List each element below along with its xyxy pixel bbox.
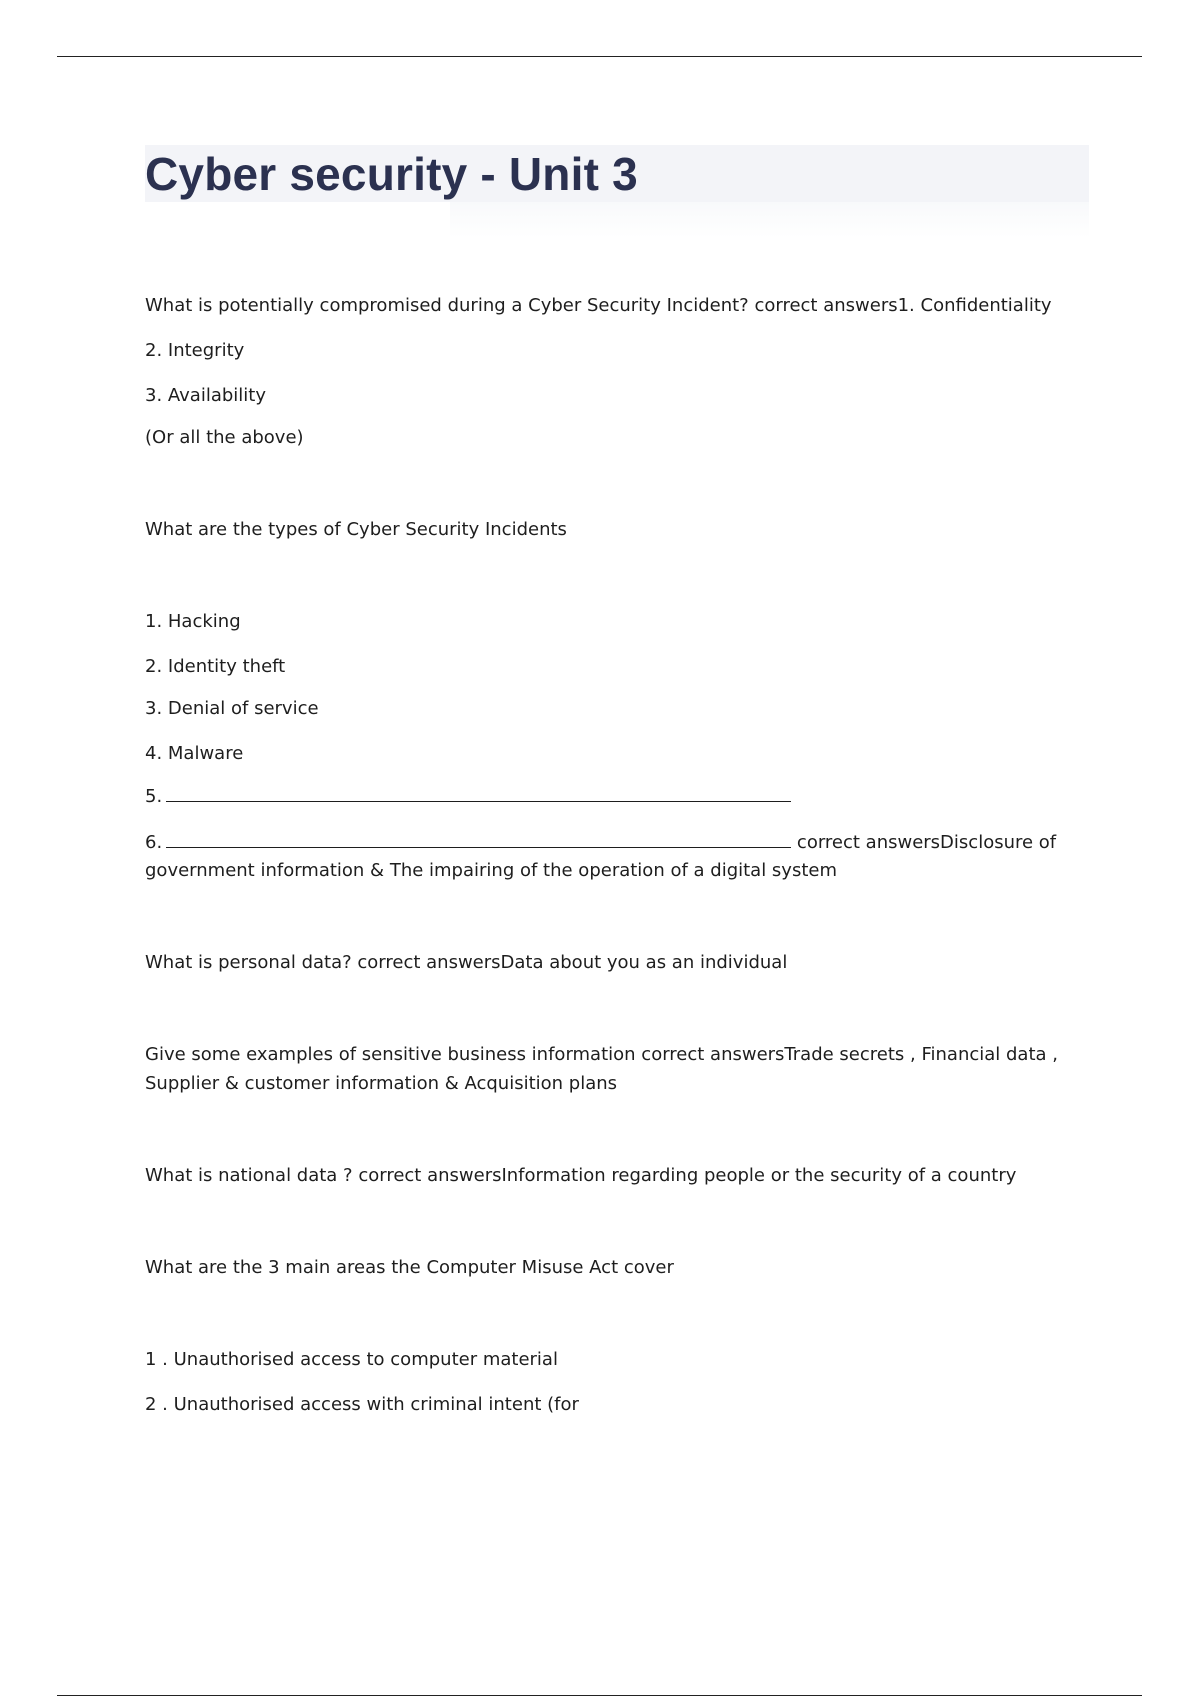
document-body xyxy=(145,291,1080,1419)
blank-item-number: 6. xyxy=(145,832,163,853)
answer-line: 2. Integrity xyxy=(145,340,245,361)
answer-blank xyxy=(166,781,791,802)
list-item: 1. Hacking xyxy=(145,611,241,632)
answer-blank xyxy=(166,827,791,848)
document-title: Cyber security - Unit 3 xyxy=(145,148,638,200)
answer-continuation: government information & The impairing of the operation of a digital system xyxy=(145,860,838,881)
question-compromised: What is potentially compromised during a Cyber Security Incident? correct answers1. Confidentiality xyxy=(145,295,1052,316)
list-item: 3. Denial of service xyxy=(145,698,319,719)
answer-line: (Or all the above) xyxy=(145,427,304,448)
blank-item-answer: correct answersDisclosure of xyxy=(796,832,1057,853)
list-item: 2. Identity theft xyxy=(145,656,286,677)
list-item: 4. Malware xyxy=(145,743,244,764)
footer-rule xyxy=(57,1695,1142,1696)
question-national-data: What is national data ? correct answersInformation regarding people or the security of a country xyxy=(145,1165,1017,1186)
blank-item xyxy=(145,827,1080,857)
list-item: 1 . Unauthorised access to computer material xyxy=(145,1349,558,1370)
answer-line: 3. Availability xyxy=(145,385,267,406)
blank-item xyxy=(145,781,1080,811)
list-item: 2 . Unauthorised access with criminal intent (for xyxy=(145,1394,579,1415)
question-business-information: Give some examples of sensitive business information correct answersTrade secrets , Financial data , Supplier & customer information & Acquisition plans xyxy=(145,1044,1058,1094)
title-highlight-fade xyxy=(450,202,1089,238)
question-computer-misuse-act: What are the 3 main areas the Computer Misuse Act cover xyxy=(145,1257,674,1278)
question-personal-data: What is personal data? correct answersData about you as an individual xyxy=(145,952,788,973)
question-incident-types: What are the types of Cyber Security Incidents xyxy=(145,519,567,540)
header-rule xyxy=(57,56,1142,57)
blank-item-number: 5. xyxy=(145,786,163,807)
